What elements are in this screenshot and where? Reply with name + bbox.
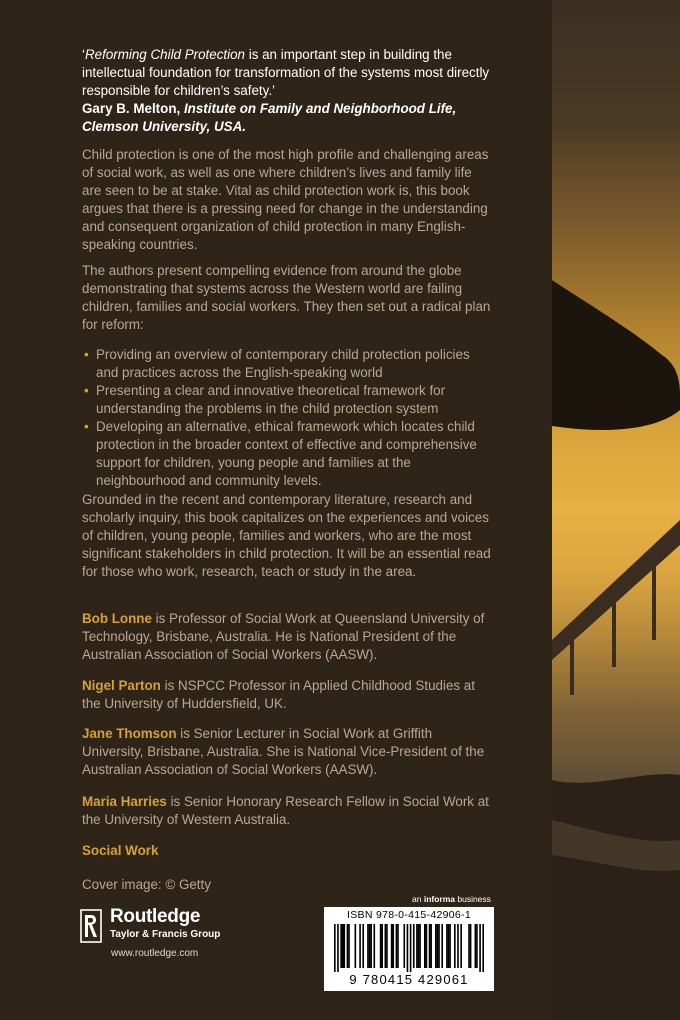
barcode-bar <box>369 924 371 968</box>
cover-image-credit: Cover image: © Getty <box>82 877 211 892</box>
informa-prefix: an <box>412 894 424 904</box>
barcode-bar <box>385 924 387 968</box>
barcode-bar <box>343 924 345 968</box>
barcode-bar <box>334 924 336 972</box>
author-name: Nigel Parton <box>82 678 161 693</box>
author-bio-text: is NSPCC Professor in Applied Childhood Studies at the University of Huddersfield, UK. <box>82 678 475 711</box>
author-bio-text: is Senior Honorary Research Fellow in Social Work at the University of Western Australia. <box>82 794 489 827</box>
barcode-bar <box>392 924 394 968</box>
barcode-bar <box>381 924 383 968</box>
description-paragraph-3: Grounded in the recent and contemporary literature, research and scholarly inquiry, this book capitalizes on the experiences and voices of children, young people, families and workers, who are the most significant stakeholders in child protection. It will be an essential read for those who work, research, teach or study in the area. <box>82 492 491 579</box>
barcode-bar <box>410 924 412 972</box>
barcode-bar <box>419 924 421 968</box>
description-paragraph-2: The authors present compelling evidence from around the globe demonstrating that systems across the Western world are failing children, families and social workers. They then set out a radical plan for reform: <box>82 263 491 332</box>
barcode-bar <box>337 924 339 972</box>
subject-category: Social Work <box>82 843 159 858</box>
barcode-bar <box>373 924 375 968</box>
quote-author: Gary B. Melton, <box>82 101 181 116</box>
bullet-item: • Developing an alternative, ethical framework which locates child protection in the broader context of effective and comprehensive support for children, young people and families at the neighbourhood and community levels. <box>82 418 494 490</box>
publisher-name: Routledge <box>110 906 201 927</box>
barcode-bar <box>426 924 428 968</box>
author-name: Maria Harries <box>82 794 167 809</box>
author-bio-parton <box>82 677 494 713</box>
barcode-bar <box>454 924 456 968</box>
barcode-bar <box>457 924 459 968</box>
author-bio-lonne <box>82 610 494 664</box>
isbn-label: ISBN 978-0-415-42906-1 <box>347 909 471 921</box>
barcode-bar <box>416 924 418 968</box>
barcode-bar <box>355 924 357 968</box>
author-bio-text: is Senior Lecturer in Social Work at Griffith University, Brisbane, Australia. She is National Vice-President of the Australian Association of Social Workers (AASW). <box>82 726 485 777</box>
quote-book-title: Reforming Child Protection <box>84 47 245 62</box>
barcode-bar <box>441 924 443 968</box>
reform-bullet-list <box>82 346 494 490</box>
barcode-bar <box>482 924 484 972</box>
silhouette-illustration <box>552 0 680 1020</box>
author-bio-thomson <box>82 725 494 779</box>
barcode-bar <box>391 924 393 968</box>
barcode-bar <box>418 924 420 968</box>
quote-text: is an important step in building the intellectual foundation for transformation of the systems most directly responsible for children’s safety.’ <box>82 47 490 98</box>
barcode-bar <box>407 924 409 972</box>
barcode-bar <box>460 924 462 968</box>
barcode-bar <box>468 924 470 968</box>
barcode-bar <box>476 924 478 968</box>
barcode-bar <box>362 924 364 968</box>
quote-affiliation: Institute on Family and Neighborhood Life, Clemson University, USA. <box>82 101 457 134</box>
barcode-bar <box>348 924 350 968</box>
barcode-graphic <box>334 924 484 972</box>
barcode-bar <box>397 924 399 968</box>
barcode-bar <box>430 924 432 968</box>
barcode-bar <box>396 924 398 968</box>
barcode-bar <box>347 924 349 968</box>
barcode-bar <box>367 924 369 968</box>
author-name: Jane Thomson <box>82 726 177 741</box>
barcode-bar <box>340 924 342 968</box>
barcode-bar <box>470 924 472 968</box>
barcode-bar <box>403 924 405 968</box>
informa-suffix: business <box>455 894 491 904</box>
author-name: Bob Lonne <box>82 611 152 626</box>
routledge-logo-icon <box>80 909 102 943</box>
barcode-bar <box>435 924 437 968</box>
isbn-digits: 9 780415 429061 <box>349 972 469 987</box>
barcode-bar <box>479 924 481 972</box>
publisher-group: Taylor & Francis Group <box>110 929 221 940</box>
barcode-bar <box>342 924 344 968</box>
barcode-bar <box>448 924 450 968</box>
bullet-item: • Presenting a clear and innovative theoretical framework for understanding the problems in the child protection system <box>82 382 494 418</box>
barcode-bar <box>449 924 451 968</box>
isbn-barcode-box <box>324 907 494 991</box>
author-bio-harries <box>82 793 494 829</box>
barcode-bar <box>429 924 431 968</box>
barcode-bar <box>424 924 426 968</box>
description-paragraph-1: Child protection is one of the most high profile and challenging areas of social work, as well as one where children’s lives and family life are seen to be at stake. Vital as child protection work is, this book argues that there is a pressing need for change in the understanding and consequent organization of child protection in many English-speaking countries. <box>82 147 489 252</box>
barcode-bar <box>359 924 361 968</box>
bullet-item: • Providing an overview of contemporary child protection policies and practices across the English-speaking world <box>82 346 494 382</box>
barcode-bar <box>386 924 388 968</box>
barcode-bar <box>380 924 382 968</box>
author-bio-text: is Professor of Social Work at Queensland University of Technology, Brisbane, Australia. He is National President of the Australian Association of Social Workers (AASW). <box>82 611 485 662</box>
quote-open-mark: ‘ <box>82 47 85 62</box>
barcode-bar <box>446 924 448 968</box>
barcode-bar <box>437 924 439 968</box>
cover-photo-strip <box>552 0 680 1020</box>
barcode-bar <box>475 924 477 968</box>
barcode-bar <box>438 924 440 968</box>
barcode-bar <box>413 924 415 968</box>
publisher-url[interactable]: www.routledge.com <box>111 948 199 959</box>
informa-business-tag <box>412 894 491 904</box>
barcode-bar <box>370 924 372 968</box>
review-quote <box>82 46 494 136</box>
informa-word: informa <box>423 894 455 904</box>
